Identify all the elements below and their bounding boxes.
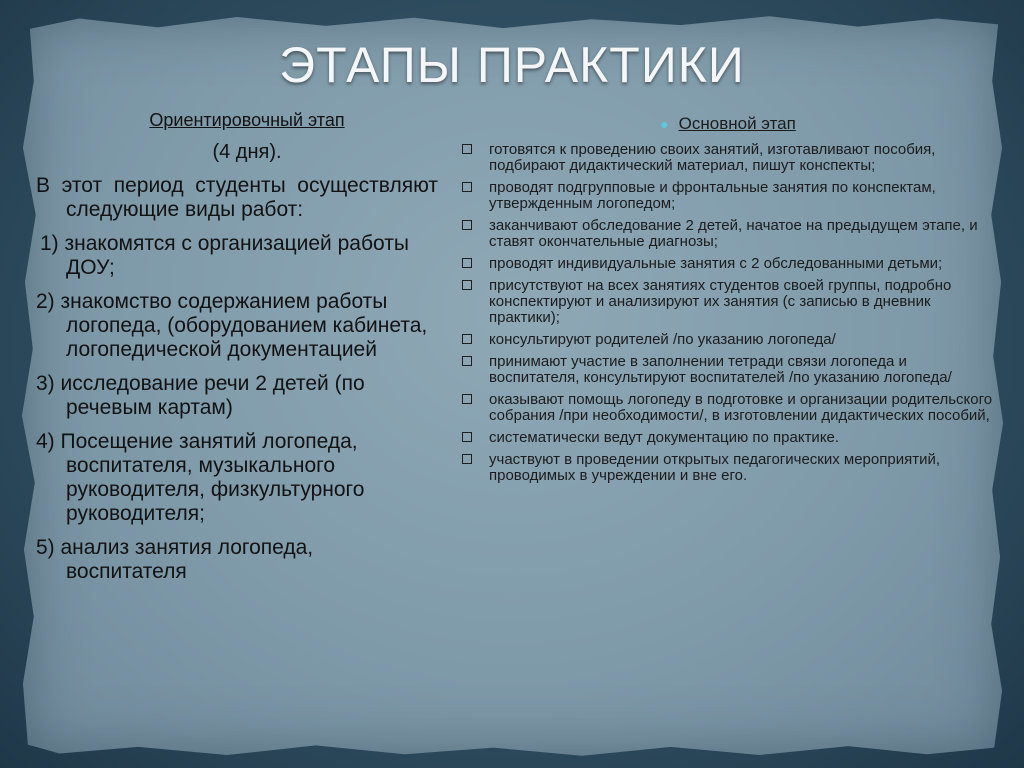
list-item [458, 218, 998, 250]
list-item-text: проводят индивидуальные занятия с 2 обследованными детьми; [489, 255, 943, 272]
list-item [458, 256, 998, 272]
checkbox-bullet-icon [462, 144, 472, 154]
list-item-text: принимают участие в заполнении тетради связи логопеда и воспитателя, консультируют воспитателей /по указанию логопеда/ [489, 353, 952, 386]
orientation-stage-heading: Ориентировочный этап [149, 110, 345, 130]
list-item [458, 332, 998, 348]
list-item-text: присутствуют на всех занятиях студентов своей группы, подробно конспектируют и анализируют их занятия (с записью в дневник практики); [489, 277, 952, 326]
list-item-text: консультируют родителей /по указанию логопеда/ [489, 331, 836, 348]
list-item-text: систематически ведут документацию по практике. [489, 429, 840, 446]
bullet-dot-icon: ● [660, 116, 669, 132]
orientation-item-5: 5) анализ занятия логопеда, воспитателя [36, 536, 314, 583]
list-item [458, 354, 998, 386]
list-item-text: участвуют в проведении открытых педагогических мероприятий, проводимых в учреждении и вне его. [489, 451, 941, 484]
list-item [458, 278, 998, 326]
checkbox-bullet-icon [462, 182, 472, 192]
checkbox-bullet-icon [462, 220, 472, 230]
orientation-stage-duration: (4 дня). [212, 141, 282, 163]
orientation-stage-column [36, 108, 438, 594]
list-item-text: готовятся к проведению своих занятий, изготавливают пособия, подбирают дидактический материал, пишут конспекты; [489, 141, 936, 174]
orientation-item-4: 4) Посещение занятий логопеда, воспитателя, музыкального руководителя, физкультурного руководителя; [36, 430, 365, 525]
checkbox-bullet-icon [462, 394, 472, 404]
list-item-text: оказывают помощь логопеду в подготовке и организации родительского собрания /при необходимости/, в изготовлении дидактических пособий, [489, 391, 993, 424]
checkbox-bullet-icon [462, 454, 472, 464]
checkbox-bullet-icon [462, 334, 472, 344]
list-item [458, 392, 998, 424]
checkbox-bullet-icon [462, 280, 472, 290]
checkbox-bullet-icon [462, 356, 472, 366]
main-stage-heading-label: Основной этап [678, 114, 796, 133]
list-item-text: проводят подгрупповые и фронтальные занятия по конспектам, утвержденным логопедом; [489, 179, 936, 212]
orientation-stage-intro: В этот период студенты осуществляют следующие виды работ: [36, 174, 438, 221]
main-stage-heading [458, 116, 998, 132]
checkbox-bullet-icon [462, 258, 472, 268]
main-stage-list [458, 142, 998, 484]
list-item [458, 180, 998, 212]
orientation-item-3: 3) исследование речи 2 детей (по речевым картам) [36, 372, 365, 419]
list-item [458, 452, 998, 484]
list-item [458, 142, 998, 174]
slide-title: ЭТАПЫ ПРАКТИКИ [279, 37, 745, 93]
list-item [458, 430, 998, 446]
list-item-text: заканчивают обследование 2 детей, начатое на предыдущем этапе, и ставят окончательные диагнозы; [489, 217, 978, 250]
main-stage-column [458, 116, 998, 490]
checkbox-bullet-icon [462, 432, 472, 442]
orientation-item-1: 1) знакомятся с организацией работы ДОУ; [40, 232, 409, 279]
orientation-item-2: 2) знакомство содержанием работы логопеда, (оборудованием кабинета, логопедической документацией [36, 290, 428, 361]
